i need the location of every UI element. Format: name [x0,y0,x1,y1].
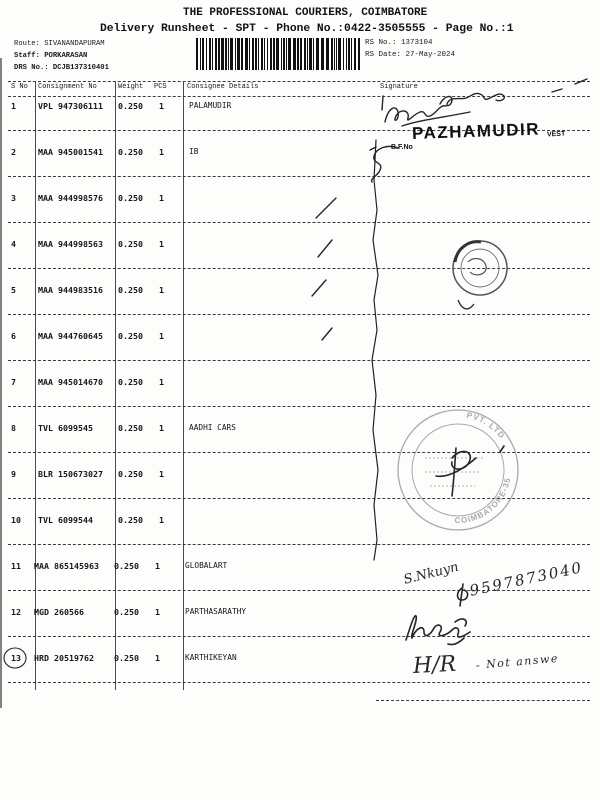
fold-line [372,140,378,560]
barcode-bar [235,38,236,70]
row-sno: 6 [11,331,16,341]
barcode-bar [286,38,287,70]
row-weight: 0.250 [118,285,143,295]
barcode-bar [300,38,302,70]
bottom-rule [376,700,590,701]
row-pcs: 1 [159,515,164,525]
row-consignment-no: BLR 150673027 [38,469,103,479]
rs-date-label: RS Date: [365,51,402,59]
row-consignment-no: MAA 944983516 [38,285,103,295]
row-consignee: PALAMUDIR [189,101,232,110]
tick-mark [322,328,332,340]
scan-edge [0,58,2,708]
col-header-signature: Signature [380,83,418,91]
column-divider [35,81,36,690]
row-weight: 0.250 [118,469,143,479]
barcode-bar [281,38,282,70]
row-separator [8,498,590,499]
row-sno: 9 [11,469,16,479]
row-consignment-no: HRD 20519762 [34,653,94,663]
row-pcs: 1 [155,607,160,617]
barcode-bar [313,38,314,70]
row-weight: 0.250 [114,607,139,617]
row-sno: 2 [11,147,16,157]
rs-no-line [365,40,433,48]
barcode-bar [304,38,306,70]
barcode-bar [196,38,198,70]
col-header-weight: Weight [118,83,144,91]
row-consignment-no: MAA 945001541 [38,147,103,157]
row-pcs: 1 [159,469,164,479]
barcode-bar [331,38,333,70]
row-sno: 13 [11,653,21,663]
table-header-rule [8,96,590,97]
barcode-bar [348,38,350,70]
route-value: SIVANANDAPURAM [44,40,105,48]
barcode-bar [316,38,319,70]
barcode-bar [309,38,312,70]
drs-line [14,65,109,72]
row-pcs: 1 [159,331,164,341]
row-consignee: GLOBALART [185,561,228,570]
row-pcs: 1 [159,285,164,295]
barcode-bar [326,38,329,70]
seal-text-bottom: COIMBATORE-35 [454,476,513,526]
row-consignment-no: MAA 945014670 [38,377,103,387]
barcode-bar [288,38,291,70]
row-pcs: 1 [159,423,164,433]
barcode [196,38,362,70]
tick-mark [316,198,336,218]
row-weight: 0.250 [118,101,143,111]
row-consignment-no: MGD 260566 [34,607,84,617]
staff-line [14,53,87,60]
signature-row-8 [436,446,504,496]
row-pcs: 1 [159,377,164,387]
company-title: THE PROFESSIONAL COURIERS, COIMBATORE [183,7,428,19]
row-consignee: KARTHIKEYAN [185,653,237,662]
barcode-bar [270,38,272,70]
barcode-bar [245,38,248,70]
handwritten-mark-row-13: H/R [412,651,457,679]
stamp-line-2: B.F.No [391,144,413,151]
barcode-bar [249,38,250,70]
row-consignee: PARTHASARATHY [185,607,247,616]
col-header-sno: S No [11,83,28,91]
handwritten-phone-row-11: 9597873040 [468,558,585,600]
barcode-bar [212,38,213,70]
barcode-bar [228,38,229,70]
row-separator [8,682,590,683]
col-header-consignee: Consignee Details [187,83,259,91]
row-sno: 5 [11,285,16,295]
column-divider [183,81,184,690]
barcode-bar [283,38,285,70]
row-sno: 12 [11,607,21,617]
route-label: Route: [14,40,40,48]
row-separator [8,406,590,407]
barcode-bar [215,38,217,70]
barcode-bar [293,38,296,70]
rs-no-value: 1373104 [401,39,433,47]
rs-date-value: 27-May-2024 [405,51,456,59]
staff-value: PORKARASAN [44,52,88,60]
round-seal-row-5 [453,241,507,309]
row-separator [8,314,590,315]
drs-value: DCJB137310401 [52,64,109,72]
signature-row-12 [406,616,470,645]
svg-text:COIMBATORE-35 [455,476,513,525]
company-seal [398,410,518,530]
barcode-bar [297,38,299,70]
rs-no-label: RS No.: [365,39,397,47]
row-sno: 8 [11,423,16,433]
stamp-name: PAZHAMUDIR [411,119,541,143]
row-consignment-no: MAA 944760645 [38,331,103,341]
row-pcs: 1 [155,653,160,663]
row-sno: 11 [11,561,21,571]
row-sno: 1 [11,101,16,111]
staff-label: Staff: [14,52,40,60]
row-separator [8,222,590,223]
barcode-bar [218,38,220,70]
column-divider [115,81,116,690]
barcode-bar [358,38,360,70]
row-weight: 0.250 [118,331,143,341]
barcode-bar [261,38,263,70]
barcode-bar [338,38,341,70]
row-separator [8,268,590,269]
tick-mark [312,280,326,296]
row-consignment-no: TVL 6099545 [38,423,93,433]
runsheet-subtitle: Delivery Runsheet - SPT - Phone No.:0422-3505555 - Page No.:1 [100,23,514,35]
barcode-bar [225,38,227,70]
seal-text-top: PVT. LTD [465,410,507,441]
route-line [14,41,105,48]
barcode-bar [202,38,204,70]
barcode-bar [351,38,352,70]
barcode-bar [267,38,268,70]
row-separator [8,544,590,545]
row-pcs: 1 [159,193,164,203]
barcode-bar [237,38,240,70]
row-consignee: IB [189,147,199,156]
row-consignee: AADHI CARS [189,423,236,432]
barcode-bar [346,38,347,70]
stamp-fragment: VEST [546,130,566,139]
barcode-bar [221,38,224,70]
row-sno: 4 [11,239,16,249]
row-weight: 0.250 [114,653,139,663]
handwritten-note-row-13: - Not answe [475,651,560,672]
barcode-bar [230,38,233,70]
barcode-bar [334,38,335,70]
row-sno: 7 [11,377,16,387]
table-top-rule [8,81,590,82]
barcode-bar [354,38,356,70]
row-consignment-no: MAA 865145963 [34,561,99,571]
row-separator [8,452,590,453]
col-header-pcs: PCS [154,83,167,91]
row-weight: 0.250 [114,561,139,571]
svg-text:PVT. LTD [466,411,507,441]
row-separator [8,360,590,361]
row-pcs: 1 [159,239,164,249]
barcode-bar [241,38,243,70]
row-consignment-no: MAA 944998563 [38,239,103,249]
row-pcs: 1 [159,147,164,157]
rs-date-line [365,52,455,60]
row-pcs: 1 [159,101,164,111]
barcode-bar [206,38,207,70]
barcode-bar [209,38,211,70]
drs-label: DRS No.: [14,64,49,72]
barcode-bar [264,38,265,70]
row-pcs: 1 [155,561,160,571]
flourish-row-11 [458,584,468,606]
barcode-bar [321,38,324,70]
barcode-bar [336,38,337,70]
row-weight: 0.250 [118,515,143,525]
barcode-bar [258,38,259,70]
row-separator [8,176,590,177]
row-weight: 0.250 [118,239,143,249]
col-header-consignment: Consignment No [38,83,97,91]
row-sno: 3 [11,193,16,203]
row-weight: 0.250 [118,147,143,157]
row-separator [8,636,590,637]
barcode-bar [200,38,201,70]
row-consignment-no: MAA 944998576 [38,193,103,203]
row-consignment-no: VPL 947306111 [38,101,103,111]
barcode-bar [273,38,275,70]
row-consignment-no: TVL 6099544 [38,515,93,525]
barcode-bar [255,38,257,70]
row-weight: 0.250 [118,193,143,203]
barcode-bar [307,38,308,70]
row-weight: 0.250 [118,423,143,433]
row-weight: 0.250 [118,377,143,387]
barcode-bar [343,38,344,70]
handwritten-name-row-11: S.Nkuyn [402,559,461,588]
barcode-bar [276,38,279,70]
tick-mark [318,240,332,257]
row-sno: 10 [11,515,21,525]
barcode-bar [252,38,254,70]
